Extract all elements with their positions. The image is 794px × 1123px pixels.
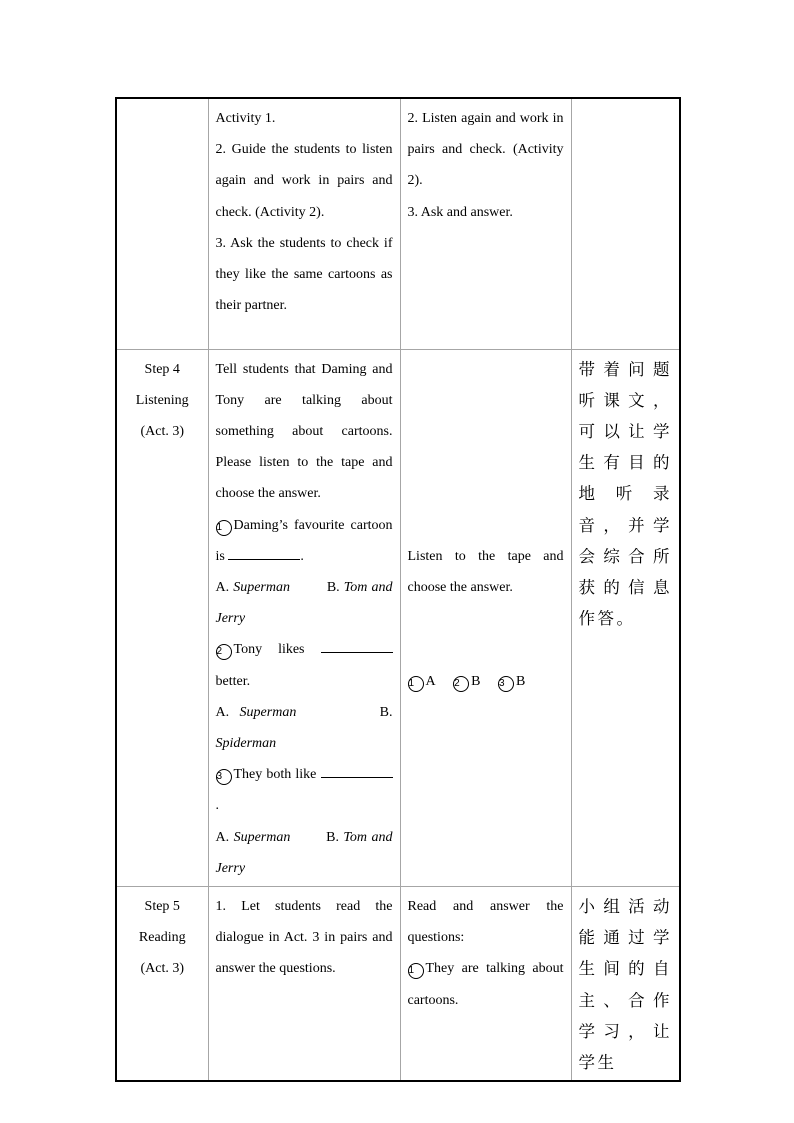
student-activity-cell xyxy=(400,98,571,349)
question-2: 2 Tony likes better. xyxy=(216,634,393,696)
teacher-text: 2. Guide the students to listen again and work in pairs and check. (Activity 2). xyxy=(215,142,393,220)
student-answers: 1 A 2 B 3 B xyxy=(408,666,564,697)
step-title: Step 5 xyxy=(144,898,180,914)
student-text: Listen to the tape and choose the answer. xyxy=(407,548,564,595)
student-answer: 1 They are talking about cartoons. xyxy=(407,961,564,1008)
answer-blank xyxy=(321,763,393,778)
circled-number: 1 xyxy=(408,676,424,692)
circled-number: 1 xyxy=(408,963,424,979)
table-row xyxy=(116,349,680,886)
circled-number: 3 xyxy=(216,769,232,785)
teacher-activity-cell xyxy=(208,98,400,349)
teacher-activity-cell xyxy=(208,349,400,886)
step-cell xyxy=(116,98,208,349)
step-cell xyxy=(116,886,208,1081)
answer-blank xyxy=(321,638,393,653)
purpose-text: 小组活动能通过学生间的自主、合作学习，让学生 xyxy=(578,896,672,1072)
purpose-cell xyxy=(571,98,680,349)
step-name: Listening xyxy=(135,392,189,408)
table-row xyxy=(116,98,680,349)
question-2-options: A. Superman B. Spiderman xyxy=(215,704,393,751)
purpose-cell xyxy=(571,886,680,1081)
teacher-text: 1. Let students read the dialogue in Act. 3 in pairs and answer the questions. xyxy=(215,898,393,977)
question-3-options: A. Superman B. Tom and Jerry xyxy=(215,829,393,876)
student-text: Read and answer the questions: xyxy=(407,898,564,946)
circled-number: 3 xyxy=(498,676,514,692)
circled-number: 2 xyxy=(453,676,469,692)
student-text: 3. Ask and answer. xyxy=(407,204,513,220)
circled-number: 2 xyxy=(216,644,232,660)
table-row xyxy=(116,886,680,1081)
answer-blank xyxy=(228,545,300,560)
purpose-cell xyxy=(571,349,680,886)
lesson-plan-table xyxy=(115,97,681,1082)
student-activity-cell xyxy=(400,886,571,1081)
circled-number: 1 xyxy=(216,520,232,536)
student-text: 2. Listen again and work in pairs and check. (Activity 2). xyxy=(407,111,564,189)
teacher-activity-cell xyxy=(208,886,400,1081)
teacher-intro: Tell students that Daming and Tony are talking about something about cartoons. Please listen to the tape and choose the answer. xyxy=(215,361,393,502)
student-activity-cell xyxy=(400,349,571,886)
teacher-text: Activity 1. xyxy=(215,111,276,126)
step-activity: (Act. 3) xyxy=(140,423,185,439)
step-title: Step 4 xyxy=(144,361,180,377)
question-1: 1 Daming’s favourite cartoon is . xyxy=(215,517,393,564)
step-name: Reading xyxy=(138,930,186,946)
question-1-options: A. Superman B. Tom and Jerry xyxy=(215,579,393,627)
step-cell xyxy=(116,349,208,886)
question-3: 3 They both like . xyxy=(216,759,393,821)
purpose-text: 带着问题听课文，可以让学生有目的地听录音，并学会综合所获的信息作答。 xyxy=(578,359,672,629)
step-activity: (Act. 3) xyxy=(140,961,185,977)
teacher-text: 3. Ask the students to check if they like the same cartoons as their partner. xyxy=(215,235,393,314)
